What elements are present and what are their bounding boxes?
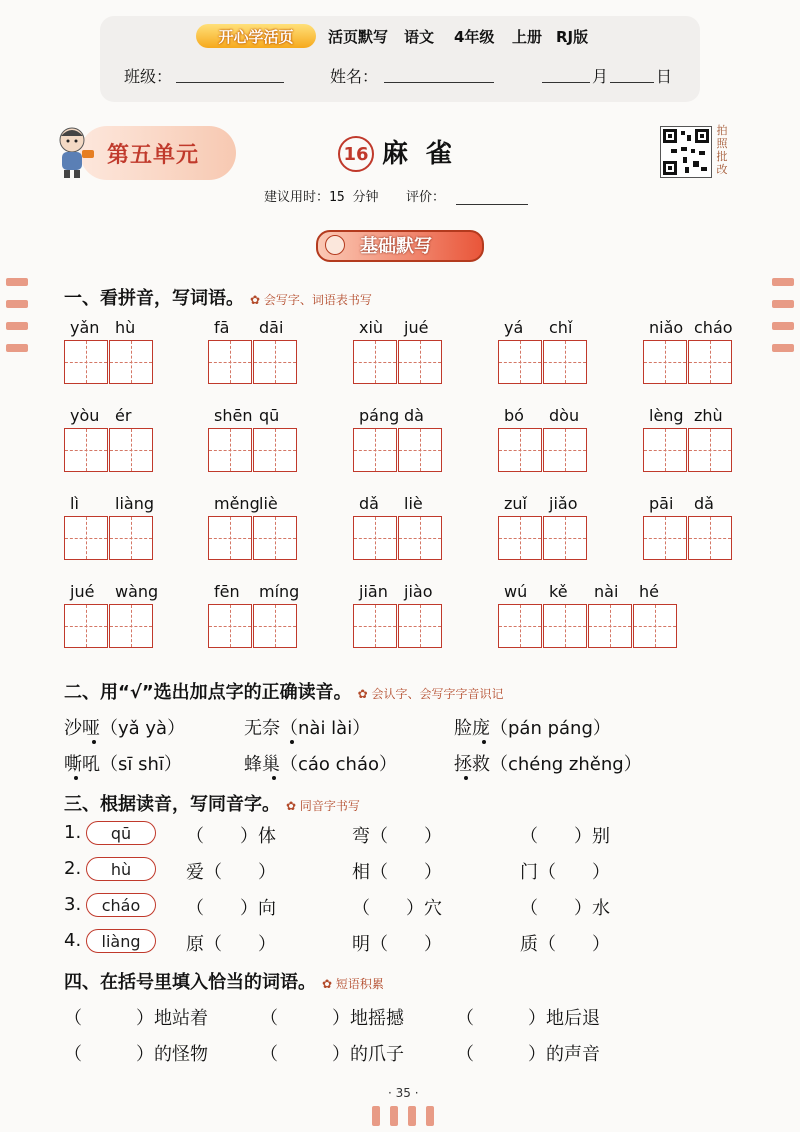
q3-number: 3.	[64, 894, 82, 915]
pinyin-label: wàng	[115, 582, 159, 601]
name-label: 姓名：	[330, 67, 379, 86]
pinyin-label: zuǐ	[504, 494, 527, 513]
side-mark	[772, 344, 794, 352]
page-number: · 35 ·	[388, 1086, 419, 1100]
pinyin-label: lèng	[649, 406, 684, 425]
emphasis-dot	[464, 776, 468, 780]
emphasis-dot	[272, 776, 276, 780]
writing-cell[interactable]	[588, 604, 632, 648]
series-label: 活页默写	[328, 28, 389, 46]
writing-cell[interactable]	[208, 340, 252, 384]
day-label: 日	[656, 67, 673, 86]
writing-cell[interactable]	[109, 428, 153, 472]
q3-pinyin-pill: hù	[86, 857, 156, 881]
pinyin-label: nài	[594, 582, 619, 601]
writing-cell[interactable]	[643, 340, 687, 384]
pinyin-label: cháo	[694, 318, 733, 337]
side-mark	[6, 278, 28, 286]
writing-cell[interactable]	[643, 516, 687, 560]
writing-cell[interactable]	[208, 428, 252, 472]
class-field[interactable]	[176, 64, 284, 83]
side-mark	[772, 300, 794, 308]
emphasis-dot	[92, 740, 96, 744]
q4-tag: ✿ 短语积累	[322, 977, 384, 991]
writing-cell[interactable]	[498, 604, 542, 648]
q4-item[interactable]: （ ）的怪物	[64, 1044, 208, 1065]
qr-caption: 拍照批改	[716, 124, 728, 176]
q2-title: 二、用“√”选出加点字的正确读音。✿ 会认字、会写字字音识记	[64, 678, 504, 704]
writing-cell[interactable]	[398, 516, 442, 560]
emphasis-dot	[290, 740, 294, 744]
grade-label: 4年级	[454, 28, 495, 46]
q2-item: 无奈（nài lài）	[244, 718, 371, 739]
subject-label: 语文	[404, 28, 435, 46]
q3-pinyin-pill: liàng	[86, 929, 156, 953]
writing-cell[interactable]	[633, 604, 677, 648]
section-icon	[325, 235, 345, 255]
q4-item[interactable]: （ ）的声音	[456, 1044, 600, 1065]
pinyin-label: jué	[404, 318, 429, 337]
pinyin-label: hé	[639, 582, 659, 601]
q4-item[interactable]: （ ）地站着	[64, 1008, 208, 1029]
q4-title: 四、在括号里填入恰当的词语。✿ 短语积累	[64, 968, 384, 994]
lesson-title: 麻雀	[382, 139, 471, 169]
writing-cell[interactable]	[353, 516, 397, 560]
writing-cell[interactable]	[64, 516, 108, 560]
q2-item: 嘶吼（sī shī）	[64, 754, 182, 775]
writing-cell[interactable]	[498, 428, 542, 472]
emphasis-dot	[482, 740, 486, 744]
q4-item[interactable]: （ ）的爪子	[260, 1044, 404, 1065]
q4-item[interactable]: （ ）地后退	[456, 1008, 600, 1029]
writing-cell[interactable]	[253, 516, 297, 560]
pinyin-label: fā	[214, 318, 230, 337]
q3-blank[interactable]: （ ）水	[520, 898, 610, 919]
writing-cell[interactable]	[109, 516, 153, 560]
writing-cell[interactable]	[688, 340, 732, 384]
month-field[interactable]	[542, 64, 590, 83]
pinyin-label: yá	[504, 318, 524, 337]
pinyin-label: páng	[359, 406, 400, 425]
term-label: 上册	[512, 28, 543, 46]
q3-blank[interactable]: 质（ ）	[520, 934, 610, 955]
q4-item[interactable]: （ ）地摇撼	[260, 1008, 404, 1029]
writing-cell[interactable]	[498, 340, 542, 384]
month-label: 月	[592, 67, 609, 86]
pinyin-label: jiǎo	[549, 494, 578, 513]
writing-cell[interactable]	[253, 604, 297, 648]
writing-cell[interactable]	[64, 428, 108, 472]
pinyin-label: xiù	[359, 318, 384, 337]
q3-blank[interactable]: 门（ ）	[520, 862, 610, 883]
bottom-mark	[408, 1106, 416, 1126]
brand-logo: 开心学活页	[196, 24, 316, 48]
q3-blank[interactable]: 原（ ）	[186, 934, 276, 955]
emphasis-dot	[74, 776, 78, 780]
unit-title: 第五单元	[107, 143, 200, 168]
writing-cell[interactable]	[208, 604, 252, 648]
lesson-number: 16	[338, 136, 374, 172]
side-mark	[772, 322, 794, 330]
writing-cell[interactable]	[398, 604, 442, 648]
qr-code-icon[interactable]	[660, 126, 712, 178]
q3-pinyin-pill: cháo	[86, 893, 156, 917]
pinyin-label: dà	[404, 406, 424, 425]
pinyin-label: liè	[259, 494, 278, 513]
writing-cell[interactable]	[543, 516, 587, 560]
q3-blank[interactable]: （ ）穴	[352, 898, 442, 919]
q3-blank[interactable]: 明（ ）	[352, 934, 442, 955]
pinyin-label: dǎ	[694, 494, 714, 513]
writing-cell[interactable]	[208, 516, 252, 560]
pinyin-label: wú	[504, 582, 528, 601]
pinyin-label: shēn	[214, 406, 253, 425]
writing-cell[interactable]	[398, 428, 442, 472]
pinyin-label: lì	[70, 494, 79, 513]
pinyin-label: pāi	[649, 494, 674, 513]
q2-item: 蜂巢（cáo cháo）	[244, 754, 398, 775]
q2-item: 脸庞（pán páng）	[454, 718, 611, 739]
pinyin-label: kě	[549, 582, 568, 601]
side-mark	[6, 300, 28, 308]
q3-blank[interactable]: （ ）别	[520, 826, 610, 847]
q3-title: 三、根据读音，写同音字。✿ 同音字书写	[64, 790, 360, 816]
q2-item: 沙哑（yǎ yà）	[64, 718, 186, 739]
side-mark	[6, 344, 28, 352]
q3-tag: ✿ 同音字书写	[286, 799, 360, 813]
writing-cell[interactable]	[353, 604, 397, 648]
bottom-mark	[372, 1106, 380, 1126]
writing-cell[interactable]	[688, 428, 732, 472]
pinyin-label: jiào	[404, 582, 433, 601]
class-label: 班级：	[124, 67, 173, 86]
pinyin-label: měng	[214, 494, 260, 513]
pinyin-label: niǎo	[649, 318, 684, 337]
writing-cell[interactable]	[543, 604, 587, 648]
q2-tag: ✿ 会认字、会写字字音识记	[358, 687, 504, 701]
section-title: 基础默写	[360, 236, 432, 257]
day-field[interactable]	[610, 64, 654, 83]
edition-label: RJ版	[556, 28, 589, 46]
writing-cell[interactable]	[688, 516, 732, 560]
mascot-icon	[52, 124, 98, 180]
q1-tag: ✿ 会写字、词语表书写	[250, 293, 372, 307]
pinyin-label: bó	[504, 406, 524, 425]
q3-number: 2.	[64, 858, 82, 879]
q3-blank[interactable]: 相（ ）	[352, 862, 442, 883]
pinyin-label: ér	[115, 406, 132, 425]
pinyin-label: liàng	[115, 494, 154, 513]
pinyin-label: dòu	[549, 406, 580, 425]
pinyin-label: zhù	[694, 406, 723, 425]
pinyin-label: jué	[70, 582, 95, 601]
writing-cell[interactable]	[109, 604, 153, 648]
bottom-mark	[426, 1106, 434, 1126]
suggest-time: 建议用时：15 分钟	[264, 190, 379, 205]
pinyin-label: fēn	[214, 582, 240, 601]
writing-cell[interactable]	[253, 428, 297, 472]
pinyin-label: míng	[259, 582, 300, 601]
evaluation-field[interactable]	[456, 186, 528, 205]
writing-cell[interactable]	[353, 340, 397, 384]
writing-cell[interactable]	[543, 428, 587, 472]
bottom-mark	[390, 1106, 398, 1126]
pinyin-label: qū	[259, 406, 280, 425]
pinyin-label: yǎn	[70, 318, 100, 337]
pinyin-label: hù	[115, 318, 136, 337]
pinyin-label: liè	[404, 494, 423, 513]
q3-blank[interactable]: （ ）体	[186, 826, 276, 847]
q2-item: 拯救（chéng zhěng）	[454, 754, 642, 775]
writing-cell[interactable]	[543, 340, 587, 384]
writing-cell[interactable]	[398, 340, 442, 384]
q3-blank[interactable]: 爱（ ）	[186, 862, 276, 883]
pinyin-label: jiān	[359, 582, 388, 601]
q3-number: 4.	[64, 930, 82, 951]
q3-pinyin-pill: qū	[86, 821, 156, 845]
side-mark	[6, 322, 28, 330]
writing-cell[interactable]	[643, 428, 687, 472]
writing-cell[interactable]	[353, 428, 397, 472]
pinyin-label: yòu	[70, 406, 100, 425]
pinyin-label: dǎ	[359, 494, 379, 513]
pinyin-label: chǐ	[549, 318, 573, 337]
side-mark	[772, 278, 794, 286]
evaluation-label: 评价：	[406, 190, 446, 205]
writing-cell[interactable]	[64, 604, 108, 648]
header-bar	[100, 16, 700, 102]
q3-number: 1.	[64, 822, 82, 843]
pinyin-label: dāi	[259, 318, 284, 337]
q3-blank[interactable]: 弯（ ）	[352, 826, 442, 847]
writing-cell[interactable]	[498, 516, 542, 560]
writing-cell[interactable]	[64, 340, 108, 384]
q3-blank[interactable]: （ ）向	[186, 898, 276, 919]
writing-cell[interactable]	[253, 340, 297, 384]
writing-cell[interactable]	[109, 340, 153, 384]
q1-title: 一、看拼音，写词语。✿ 会写字、词语表书写	[64, 284, 372, 310]
name-field[interactable]	[384, 64, 494, 83]
